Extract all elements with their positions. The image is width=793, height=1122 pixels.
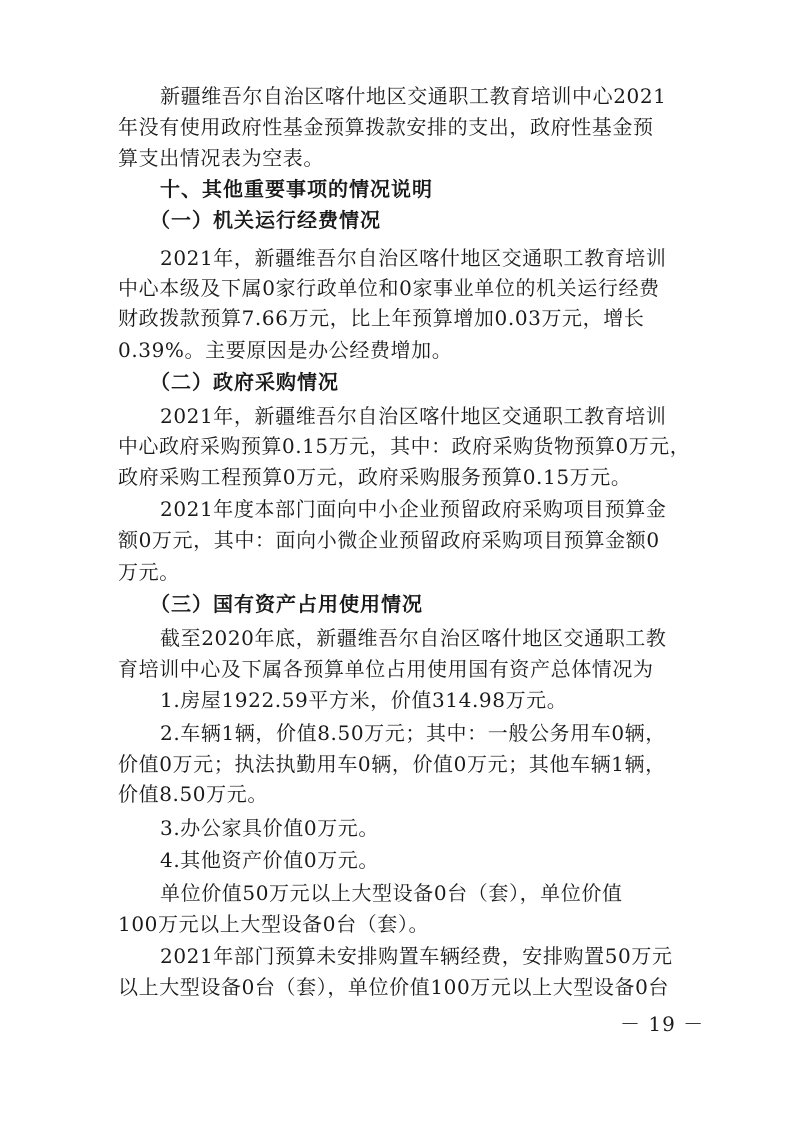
- paragraph-line: 截至2020年底，新疆维吾尔自治区喀什地区交通职工教: [160, 626, 667, 650]
- subsection-heading: （三）国有资产占用使用情况: [150, 592, 423, 616]
- paragraph-line: 100万元以上大型设备0台（套）。: [118, 912, 430, 936]
- list-item: 4.其他资产价值0万元。: [160, 848, 380, 872]
- paragraph-line: 价值8.50万元。: [118, 782, 268, 806]
- list-item: 3.办公家具价值0万元。: [160, 816, 380, 840]
- paragraph-line: 2021年，新疆维吾尔自治区喀什地区交通职工教育培训: [160, 246, 667, 270]
- paragraph-line: 额0万元，其中：面向小微企业预留政府采购项目预算金额0: [118, 528, 660, 552]
- paragraph-line: 新疆维吾尔自治区喀什地区交通职工教育培训中心2021: [160, 84, 667, 108]
- paragraph-line: 2021年，新疆维吾尔自治区喀什地区交通职工教育培训: [160, 404, 667, 428]
- section-heading: 十、其他重要事项的情况说明: [160, 177, 433, 201]
- paragraph-line: 算支出情况表为空表。: [118, 146, 324, 170]
- paragraph-line: 以上大型设备0台（套），单位价值100万元以上大型设备0台: [118, 975, 670, 999]
- paragraph-line: 年没有使用政府性基金预算拨款安排的支出，政府性基金预: [118, 115, 654, 139]
- paragraph-line: 政府采购工程预算0万元，政府采购服务预算0.15万元。: [118, 465, 632, 489]
- list-item: 1.房屋1922.59平方米，价值314.98万元。: [160, 688, 568, 712]
- subsection-heading: （二）政府采购情况: [150, 370, 339, 394]
- paragraph-line: 2021年部门预算未安排购置车辆经费，安排购置50万元: [160, 944, 673, 968]
- list-item: 2.车辆1辆，价值8.50万元；其中：一般公务用车0辆，: [160, 721, 666, 745]
- subsection-heading: （一）机关运行经费情况: [150, 208, 381, 232]
- paragraph-line: 中心政府采购预算0.15万元，其中：政府采购货物预算0万元，: [118, 434, 691, 458]
- paragraph-line: 财政拨款预算7.66万元，比上年预算增加0.03万元，增长: [118, 306, 645, 330]
- paragraph-line: 单位价值50万元以上大型设备0台（套），单位价值: [160, 881, 623, 905]
- paragraph-line: 中心本级及下属0家行政单位和0家事业单位的机关运行经费: [118, 276, 660, 300]
- paragraph-line: 0.39%。主要原因是办公经费增加。: [118, 338, 453, 362]
- paragraph-line: 育培训中心及下属各预算单位占用使用国有资产总体情况为: [118, 657, 654, 681]
- paragraph-line: 万元。: [118, 560, 180, 584]
- paragraph-line: 价值0万元；执法执勤用车0辆，价值0万元；其他车辆1辆，: [118, 752, 666, 776]
- page-number: － 19 －: [620, 1012, 705, 1036]
- paragraph-line: 2021年度本部门面向中小企业预留政府采购项目预算金: [160, 497, 667, 521]
